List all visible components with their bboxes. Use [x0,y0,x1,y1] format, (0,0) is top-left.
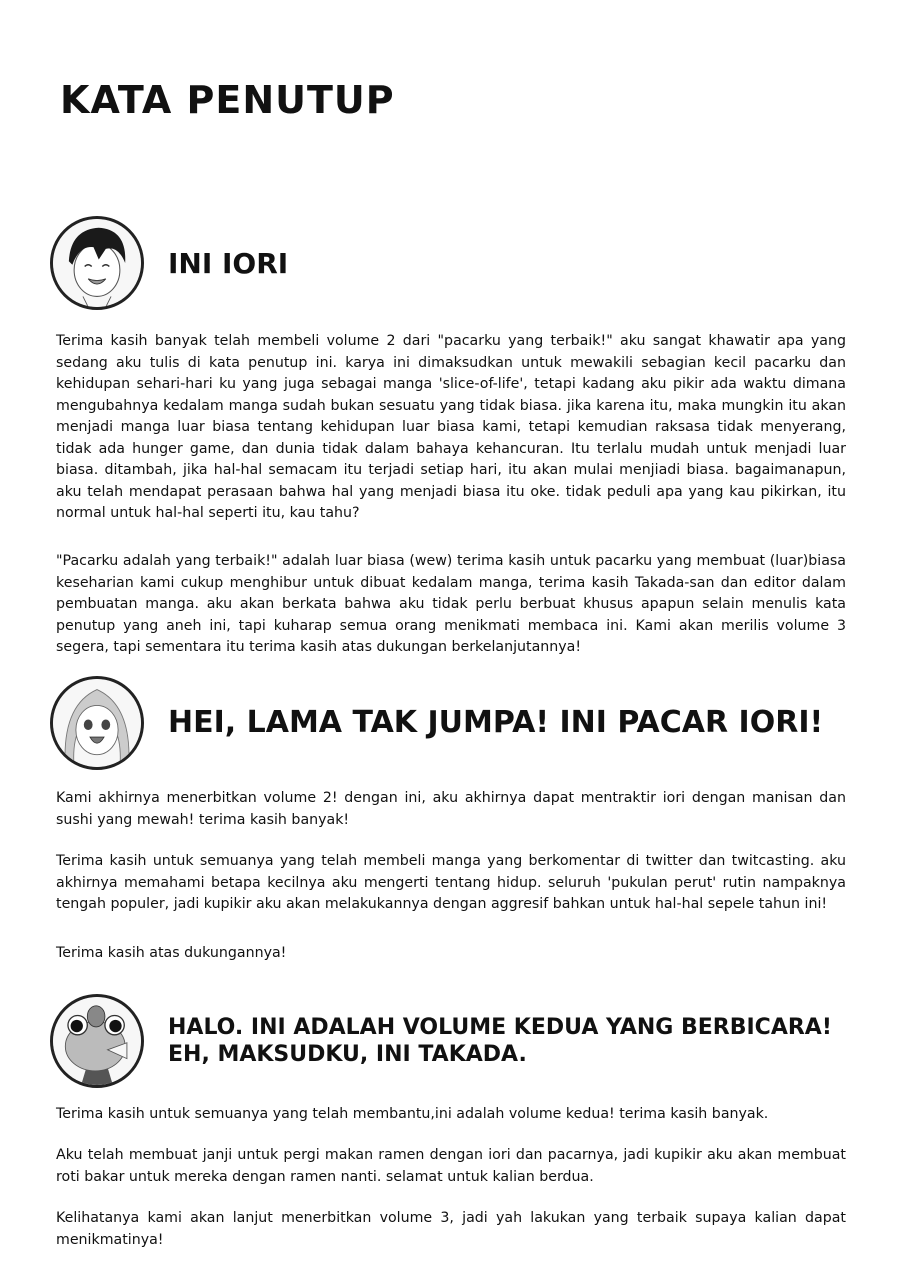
girlfriend-avatar-icon [50,676,144,770]
paragraph-girlfriend-2: Terima kasih untuk semuanya yang telah membeli manga yang berkomentar di twitter dan twitcasting. aku akhirnya memahami betapa kecilnya aku mengerti tentang hidup. seluruh 'pukulan perut' rutin nampaknya tengah populer, jadi kupikir aku akan melakukannya dengan aggresif bahkan untuk hal-hal sepele tahun ini! [56,853,846,912]
page-title: KATA PENUTUP [60,78,395,122]
paragraph-iori-2: "Pacarku adalah yang terbaik!" adalah luar biasa (wew) terima kasih untuk pacarku yang membuat (luar)biasa keseharian kami cukup menghibur untuk dibuat kedalam manga, terima kasih Takada-san dan editor dalam pembuatan manga. aku akan berkata bahwa aku tidak perlu berbuat khusus apapun selain menulis kata penutup yang aneh ini, tapi kuharap semua orang menikmati membaca ini. Kami akan merilis volume 3 segera, tapi sementara itu terima kasih atas dukungan berkelanjutannya! [56,553,846,655]
section-heading-takada [168,1014,832,1069]
section-header-iori [50,216,288,310]
paragraph-takada-3: Kelihatanya kami akan lanjut menerbitkan volume 3, jadi yah lakukan yang terbaik supaya kalian dapat menikmatinya! [56,1210,846,1248]
section-header-takada [50,994,832,1088]
paragraph-girlfriend-3: Terima kasih atas dukungannya! [56,945,287,961]
section-heading-takada-line-2: EH, MAKSUDKU, INI TAKADA. [168,1042,527,1067]
takada-frog-avatar-icon [50,994,144,1088]
paragraph-takada-1: Terima kasih untuk semuanya yang telah membantu,ini adalah volume kedua! terima kasih banyak. [56,1106,769,1122]
section-heading-takada-line-1: HALO. INI ADALAH VOLUME KEDUA YANG BERBICARA! [168,1014,832,1040]
paragraph-girlfriend-1: Kami akhirnya menerbitkan volume 2! dengan ini, aku akhirnya dapat mentraktir iori dengan manisan dan sushi yang mewah! terima kasih banyak! [56,790,846,828]
paragraph-iori-1: Terima kasih banyak telah membeli volume 2 dari "pacarku yang terbaik!" aku sangat khawatir apa yang sedang aku tulis di kata penutup ini. karya ini dimaksudkan untuk mewakili sebagian kecil pacarku dan kehidupan sehari-hari ku yang juga sebagai manga 'slice-of-life', tetapi kadang aku pikir ada waktu dimana mengubahnya kedalam manga sudah bukan sesuatu yang tidak biasa. jika karena itu, maka mungkin itu akan menjadi manga luar biasa tentang kehidupan luar biasa kami, tetapi kemudian raksasa tidak menyerang, tidak ada hunger game, dan dunia tidak dalam bahaya kehancuran. Itu terlalu mudah untuk menjadi luar biasa. ditambah, jika hal-hal semacam itu terjadi setiap hari, itu akan mulai menjiadi biasa. bagaimanapun, aku telah mendapat perasaan bahwa hal yang menjadi biasa itu oke. tidak peduli apa yang kau pikirkan, itu normal untuk hal-hal seperti itu, kau tahu? [56,333,846,521]
paragraph-takada-2: Aku telah membuat janji untuk pergi makan ramen dengan iori dan pacarnya, jadi kupikir aku akan membuat roti bakar untuk mereka dengan ramen nanti. selamat untuk kalian berdua. [56,1147,846,1185]
section-heading-iori: INI IORI [168,246,289,280]
section-heading-girlfriend: HEI, LAMA TAK JUMPA! INI PACAR IORI! [168,705,824,741]
iori-avatar-icon [50,216,144,310]
section-header-girlfriend [50,676,823,770]
